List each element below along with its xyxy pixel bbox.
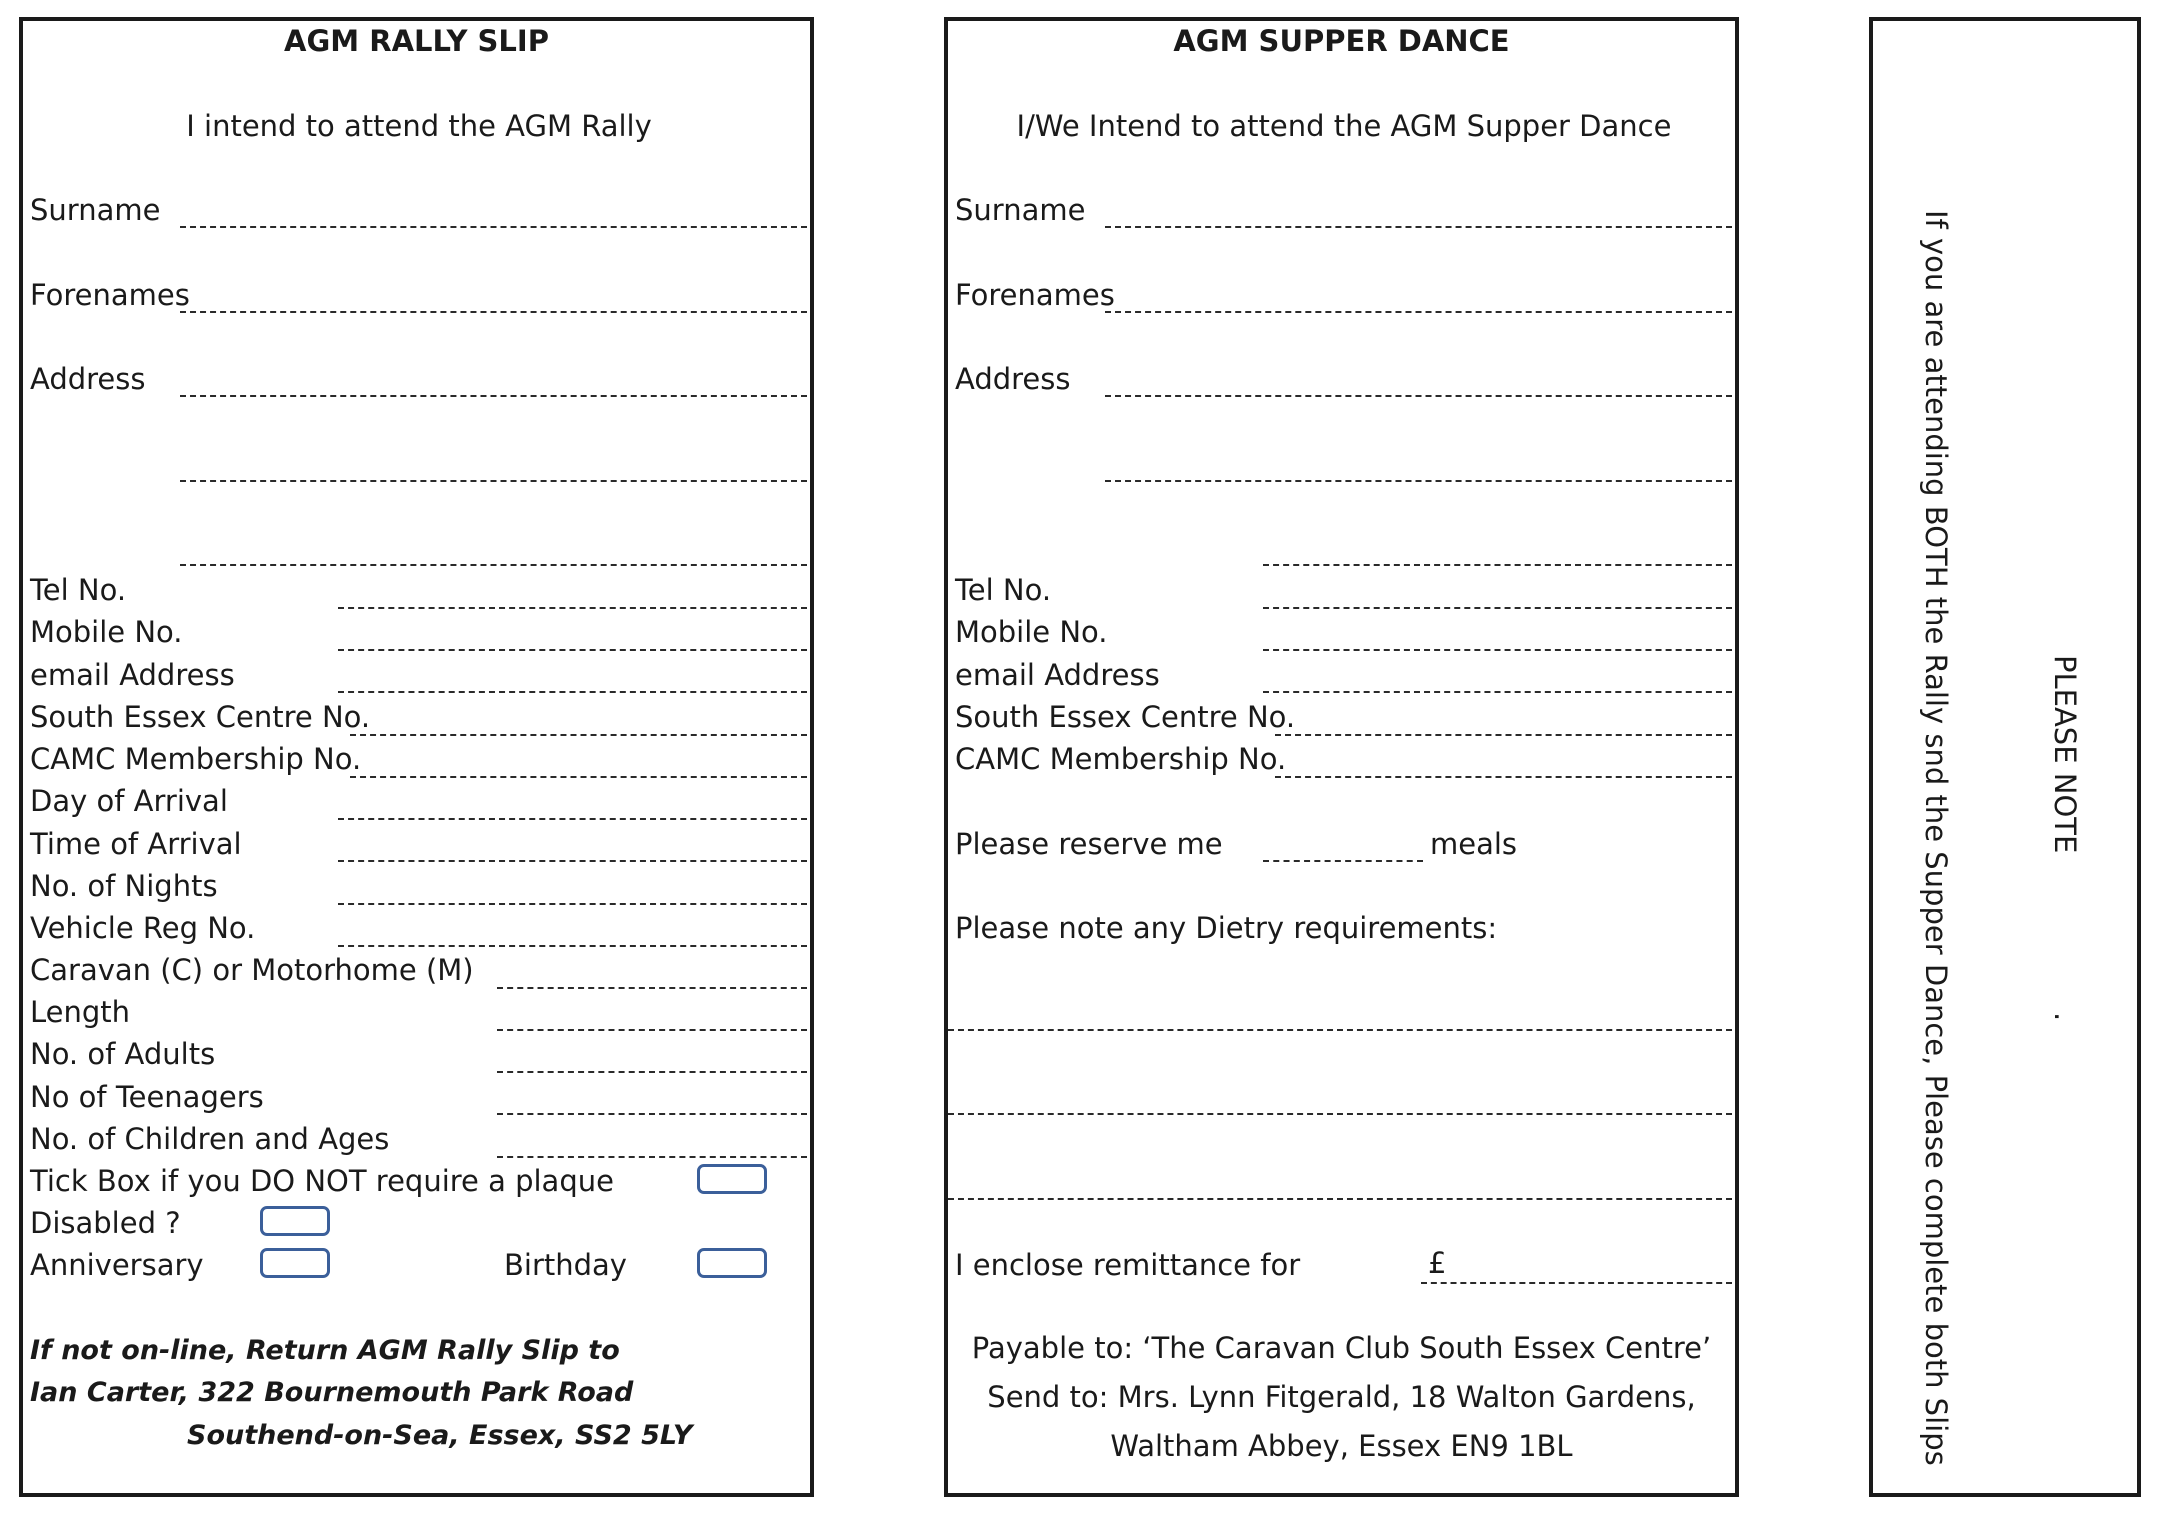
rally-nights-label: No. of Nights [30, 869, 218, 903]
rally-intro: I intend to attend the AGM Rally [186, 109, 652, 143]
rally-vehicle-reg-line[interactable] [338, 945, 807, 947]
supper-meals-count-line[interactable] [1263, 860, 1423, 862]
rally-birthday-checkbox[interactable] [697, 1248, 767, 1278]
rally-adults-line[interactable] [497, 1071, 807, 1073]
rally-centre-no-line[interactable] [350, 734, 807, 736]
supper-dietary-label: Please note any Dietry requirements: [955, 911, 1498, 945]
please-note-heading: PLEASE NOTE [2048, 655, 2082, 854]
rally-address-line-1[interactable] [180, 395, 807, 397]
rally-disabled-checkbox[interactable] [260, 1206, 330, 1236]
supper-email-label: email Address [955, 658, 1160, 692]
rally-slip-title: AGM RALLY SLIP [284, 24, 549, 58]
rally-mobile-label: Mobile No. [30, 615, 183, 649]
rally-tel-line[interactable] [338, 607, 807, 609]
supper-mobile-line[interactable] [1263, 649, 1732, 651]
rally-email-label: email Address [30, 658, 235, 692]
supper-meals-label: meals [1430, 827, 1518, 861]
supper-forenames-label: Forenames [955, 278, 1115, 312]
supper-forenames-line[interactable] [1105, 311, 1732, 313]
supper-address-line-3[interactable] [1263, 564, 1732, 566]
rally-length-line[interactable] [497, 1029, 807, 1031]
rally-surname-label: Surname [30, 193, 161, 227]
rally-address-line-2[interactable] [180, 480, 807, 482]
rally-arrival-time-line[interactable] [338, 860, 807, 862]
supper-address-label: Address [955, 362, 1071, 396]
supper-dance-title: AGM SUPPER DANCE [1173, 24, 1510, 58]
supper-dietary-line-2[interactable] [948, 1113, 1732, 1115]
supper-centre-no-line[interactable] [1275, 734, 1732, 736]
rally-forenames-label: Forenames [30, 278, 190, 312]
supper-camc-no-label: CAMC Membership No. [955, 742, 1287, 776]
rally-mobile-line[interactable] [338, 649, 807, 651]
rally-camc-no-line[interactable] [350, 776, 807, 778]
supper-currency-symbol: £ [1428, 1246, 1447, 1280]
rally-plaque-label: Tick Box if you DO NOT require a plaque [30, 1164, 614, 1198]
supper-reserve-label: Please reserve me [955, 827, 1223, 861]
please-note-text: If you are attending BOTH the Rally snd the Supper Dance, Please complete both Slips [1919, 210, 1953, 1466]
supper-remittance-label: I enclose remittance for [955, 1248, 1301, 1282]
rally-return-line-3: Southend-on-Sea, Essex, SS2 5LY [187, 1420, 693, 1451]
rally-address-label: Address [30, 362, 146, 396]
supper-dietary-line-1[interactable] [948, 1029, 1732, 1031]
rally-disabled-label: Disabled ? [30, 1206, 181, 1240]
rally-anniversary-checkbox[interactable] [260, 1248, 330, 1278]
rally-children-line[interactable] [497, 1156, 807, 1158]
supper-centre-no-label: South Essex Centre No. [955, 700, 1296, 734]
rally-teenagers-line[interactable] [497, 1113, 807, 1115]
rally-birthday-label: Birthday [504, 1248, 627, 1282]
rally-caravan-motorhome-label: Caravan (C) or Motorhome (M) [30, 953, 474, 987]
rally-tel-label: Tel No. [30, 573, 127, 607]
rally-vehicle-reg-label: Vehicle Reg No. [30, 911, 256, 945]
rally-nights-line[interactable] [338, 903, 807, 905]
supper-dietary-line-3[interactable] [948, 1198, 1732, 1200]
rally-forenames-line[interactable] [180, 311, 807, 313]
supper-mobile-label: Mobile No. [955, 615, 1108, 649]
supper-send-to-line-2: Waltham Abbey, Essex EN9 1BL [1110, 1429, 1573, 1463]
rally-arrival-time-label: Time of Arrival [30, 827, 242, 861]
rally-children-label: No. of Children and Ages [30, 1122, 390, 1156]
supper-send-to-line-1: Send to: Mrs. Lynn Fitgerald, 18 Walton Gardens, [987, 1380, 1696, 1414]
rally-caravan-motorhome-line[interactable] [497, 987, 807, 989]
supper-tel-line[interactable] [1263, 607, 1732, 609]
rally-anniversary-label: Anniversary [30, 1248, 204, 1282]
rally-centre-no-label: South Essex Centre No. [30, 700, 371, 734]
rally-length-label: Length [30, 995, 131, 1029]
rally-adults-label: No. of Adults [30, 1037, 216, 1071]
supper-surname-label: Surname [955, 193, 1086, 227]
rally-camc-no-label: CAMC Membership No. [30, 742, 362, 776]
supper-tel-label: Tel No. [955, 573, 1052, 607]
rally-arrival-day-label: Day of Arrival [30, 784, 228, 818]
supper-intro: I/We Intend to attend the AGM Supper Dance [1016, 109, 1672, 143]
please-note-dot: . [2048, 1012, 2082, 1022]
please-note-panel [1869, 17, 2141, 1497]
rally-email-line[interactable] [338, 691, 807, 693]
supper-address-line-1[interactable] [1105, 395, 1732, 397]
rally-arrival-day-line[interactable] [338, 818, 807, 820]
rally-plaque-checkbox[interactable] [697, 1164, 767, 1194]
rally-address-line-3[interactable] [180, 564, 807, 566]
supper-remittance-amount-line[interactable] [1421, 1282, 1732, 1284]
supper-address-line-2[interactable] [1105, 480, 1732, 482]
rally-surname-line[interactable] [180, 226, 807, 228]
supper-surname-line[interactable] [1105, 226, 1732, 228]
rally-teenagers-label: No of Teenagers [30, 1080, 264, 1114]
supper-email-line[interactable] [1263, 691, 1732, 693]
supper-camc-no-line[interactable] [1275, 776, 1732, 778]
rally-return-line-2: Ian Carter, 322 Bournemouth Park Road [30, 1377, 634, 1408]
rally-return-line-1: If not on-line, Return AGM Rally Slip to [30, 1335, 620, 1366]
supper-payable-to: Payable to: ‘The Caravan Club South Essex Centre’ [971, 1331, 1712, 1365]
